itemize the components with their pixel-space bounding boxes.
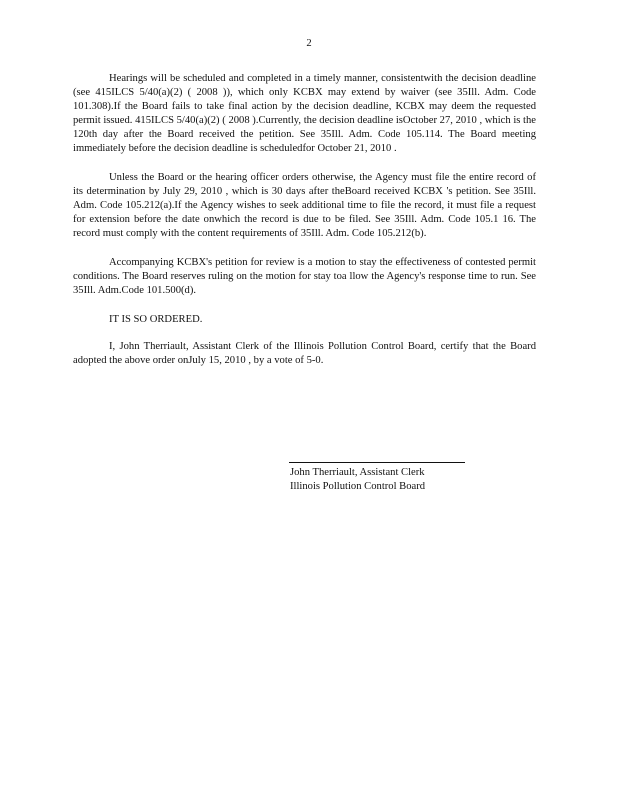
hearing-schedule-paragraph: Hearings will be scheduled and completed in a timely manner, consistentwith the decision deadline (see 415ILCS 5/40(a)(2) ( 2008 )), which only KCBX may extend by waiver (see 35Ill. Adm. Code 101.308).If the Board fails to take final action by the decision deadline, KCBX may deem the requested permit issued. 415ILCS 5/40(a)(2) ( 2008 ).Currently, the decision deadline isOctober 27, 2010 , which is the 120th day after the Board received the petition. See 35Ill. Adm. Code 105.114. The Board meeting immediately before the decision deadline is scheduledfor October 21, 2010 . — [73, 73, 536, 154]
signature-block — [290, 466, 425, 494]
page-number: 2 — [306, 38, 312, 49]
so-ordered-line: IT IS SO ORDERED. — [109, 314, 203, 325]
record-filing-paragraph: Unless the Board or the hearing officer orders otherwise, the Agency must file the entire record of its determination by July 29, 2010 , which is 30 days after theBoard received KCBX 's petition. See 35Ill. Adm. Code 105.212(a).If the Agency wishes to seek additional time to file the record, it must file a request for extension before the date onwhich the record is due to be filed. See 35Ill. Adm. Code 105.1 16. The record must comply with the content requirements of 35Ill. Adm. Code 105.212(b). — [73, 172, 536, 239]
order-body — [73, 72, 536, 383]
motion-stay-paragraph: Accompanying KCBX's petition for review is a motion to stay the effectiveness of contested permit conditions. The Board reserves ruling on the motion for stay toa llow the Agency's response time to run. See 35Ill. Adm.Code 101.500(d). — [73, 257, 536, 296]
signer-name: John Therriault, Assistant Clerk — [290, 467, 425, 478]
certification-paragraph: I, John Therriault, Assistant Clerk of the Illinois Pollution Control Board, certify that the Board adopted the above order onJuly 15, 2010 , by a vote of 5-0. — [73, 341, 536, 366]
signature-line — [289, 462, 465, 463]
signer-organization: Illinois Pollution Control Board — [290, 481, 426, 492]
